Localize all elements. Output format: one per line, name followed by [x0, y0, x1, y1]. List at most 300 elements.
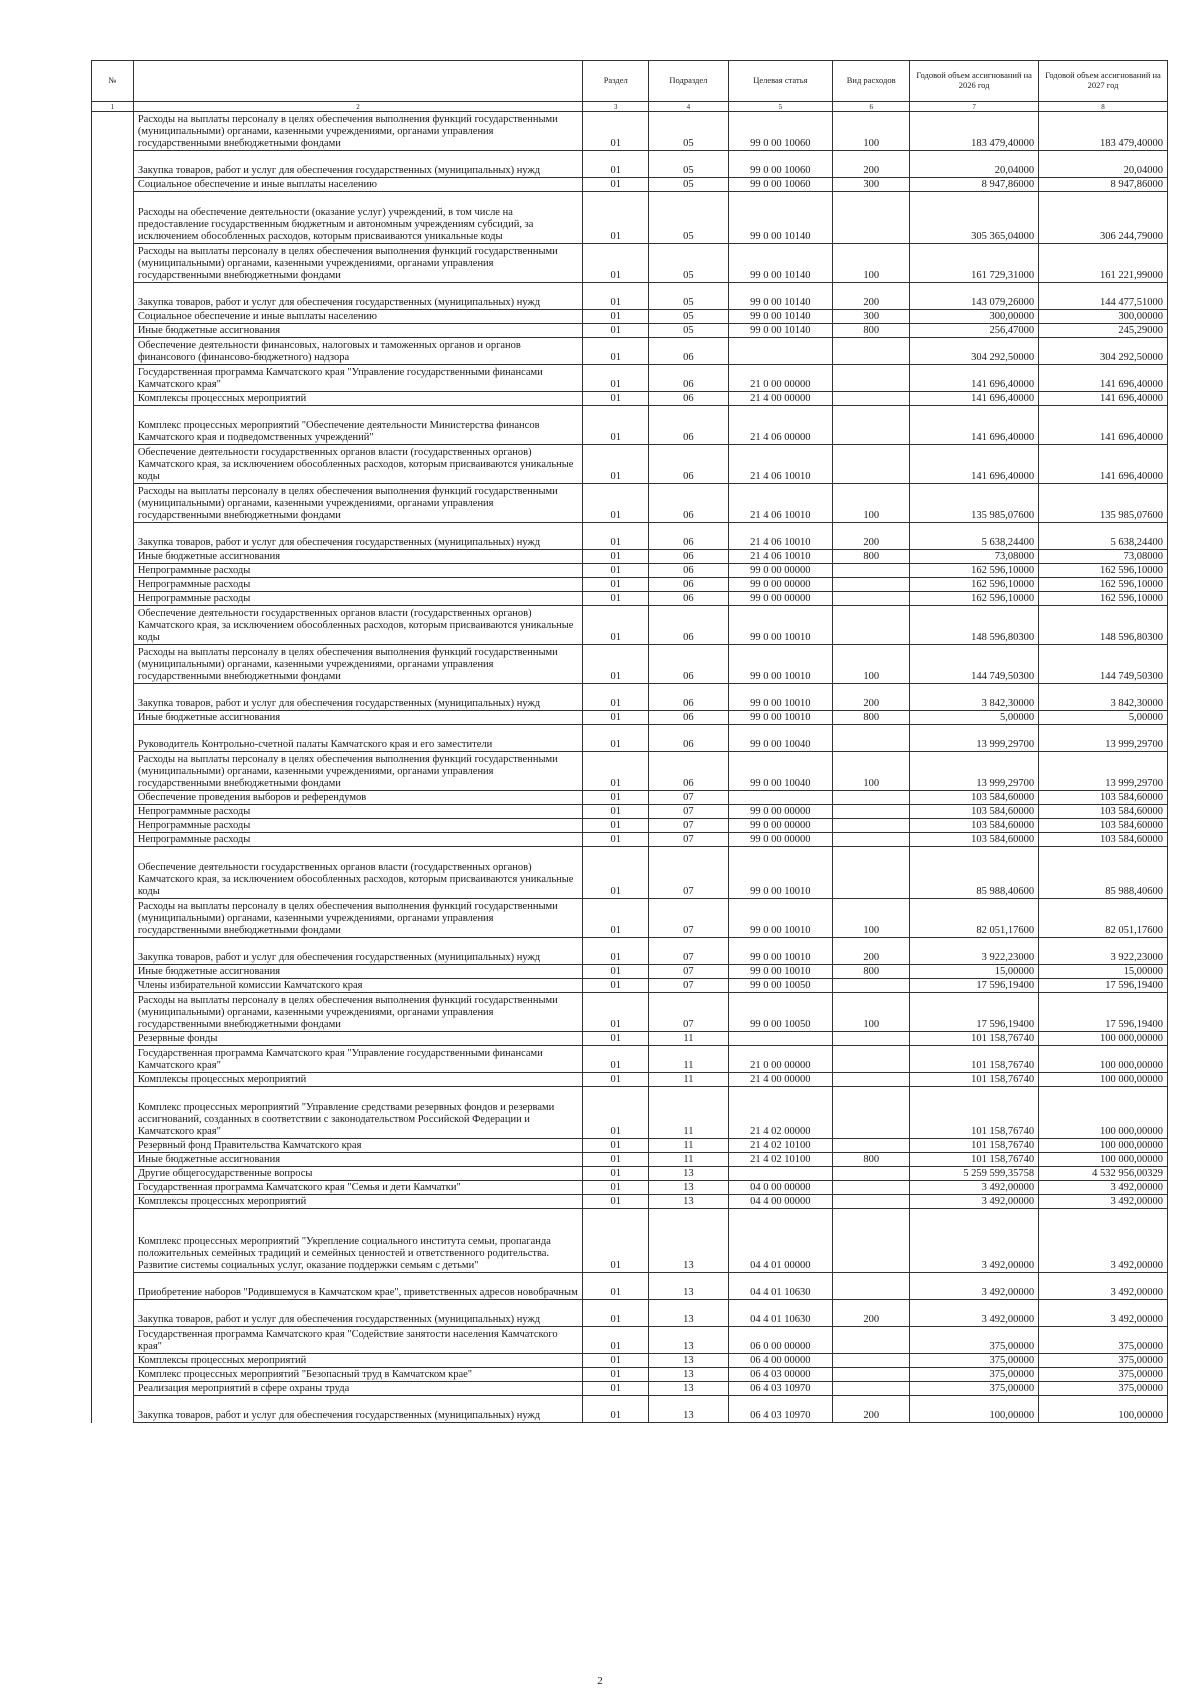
row-vol-2026-cell: 135 985,07600: [910, 484, 1039, 523]
row-exp-type-cell: [833, 1073, 910, 1087]
row-section-cell: 01: [583, 550, 649, 564]
row-name-cell: Непрограммные расходы: [133, 833, 582, 847]
row-exp-type-cell: [833, 1382, 910, 1396]
row-exp-type-cell: 100: [833, 112, 910, 151]
col-number: 4: [649, 102, 728, 112]
row-subsection-cell: 11: [649, 1139, 728, 1153]
row-section-cell: 01: [583, 392, 649, 406]
row-vol-2027-cell: 103 584,60000: [1039, 819, 1168, 833]
row-subsection-cell: 06: [649, 725, 728, 752]
col-number: 3: [583, 102, 649, 112]
row-vol-2026-cell: 143 079,26000: [910, 283, 1039, 310]
row-section-cell: 01: [583, 833, 649, 847]
row-subsection-cell: 13: [649, 1354, 728, 1368]
row-name-cell: Государственная программа Камчатского края "Содействие занятости населения Камчатского края": [133, 1327, 582, 1354]
row-exp-type-cell: 100: [833, 993, 910, 1032]
row-target-cell: 21 0 00 00000: [728, 365, 833, 392]
row-section-cell: 01: [583, 1195, 649, 1209]
row-vol-2026-cell: 101 158,76740: [910, 1087, 1039, 1139]
row-target-cell: 04 0 00 00000: [728, 1181, 833, 1195]
row-num-cell: [92, 1181, 134, 1195]
row-subsection-cell: 06: [649, 711, 728, 725]
row-exp-type-cell: 300: [833, 178, 910, 192]
row-target-cell: 06 4 03 10970: [728, 1382, 833, 1396]
row-target-cell: 06 4 03 00000: [728, 1368, 833, 1382]
row-num-cell: [92, 550, 134, 564]
page-number: 2: [597, 1675, 603, 1687]
row-name-cell: Расходы на выплаты персоналу в целях обеспечения выполнения функций государственными (муниципальными) органами, казенными учреждениями, органами управления государственными внебюджетными фондами: [133, 899, 582, 938]
row-exp-type-cell: 800: [833, 550, 910, 564]
row-name-cell: Комплексы процессных мероприятий: [133, 1195, 582, 1209]
row-target-cell: [728, 338, 833, 365]
row-section-cell: 01: [583, 1396, 649, 1423]
row-exp-type-cell: [833, 1032, 910, 1046]
row-subsection-cell: 07: [649, 993, 728, 1032]
row-target-cell: [728, 791, 833, 805]
row-target-cell: 99 0 00 10050: [728, 979, 833, 993]
row-exp-type-cell: 200: [833, 1300, 910, 1327]
row-subsection-cell: 05: [649, 283, 728, 310]
row-exp-type-cell: [833, 805, 910, 819]
col-number: 2: [133, 102, 582, 112]
row-vol-2026-cell: 300,00000: [910, 310, 1039, 324]
col-header-vol-2026: Годовой объем ассигнований на 2026 год: [910, 61, 1039, 102]
row-vol-2027-cell: 148 596,80300: [1039, 606, 1168, 645]
row-subsection-cell: 13: [649, 1382, 728, 1396]
row-vol-2026-cell: 3 842,30000: [910, 684, 1039, 711]
row-num-cell: [92, 819, 134, 833]
table-row: [92, 1087, 1168, 1139]
row-subsection-cell: 06: [649, 684, 728, 711]
row-name-cell: Комплексы процессных мероприятий: [133, 1073, 582, 1087]
row-vol-2026-cell: 101 158,76740: [910, 1046, 1039, 1073]
col-header-section: Раздел: [583, 61, 649, 102]
row-exp-type-cell: 200: [833, 684, 910, 711]
table-row: [92, 606, 1168, 645]
row-subsection-cell: 05: [649, 244, 728, 283]
row-exp-type-cell: 100: [833, 752, 910, 791]
row-name-cell: Закупка товаров, работ и услуг для обеспечения государственных (муниципальных) нужд: [133, 684, 582, 711]
row-target-cell: 06 0 00 00000: [728, 1327, 833, 1354]
row-name-cell: Расходы на выплаты персоналу в целях обеспечения выполнения функций государственными (муниципальными) органами, казенными учреждениями, органами управления государственными внебюджетными фондами: [133, 112, 582, 151]
row-vol-2027-cell: 3 492,00000: [1039, 1273, 1168, 1300]
row-vol-2026-cell: 304 292,50000: [910, 338, 1039, 365]
row-target-cell: 99 0 00 10010: [728, 899, 833, 938]
row-target-cell: 21 0 00 00000: [728, 1046, 833, 1073]
row-subsection-cell: 07: [649, 833, 728, 847]
row-target-cell: 99 0 00 00000: [728, 805, 833, 819]
row-section-cell: 01: [583, 938, 649, 965]
row-vol-2027-cell: 3 492,00000: [1039, 1209, 1168, 1273]
row-vol-2026-cell: 100,00000: [910, 1396, 1039, 1423]
row-name-cell: Иные бюджетные ассигнования: [133, 550, 582, 564]
row-num-cell: [92, 151, 134, 178]
row-name-cell: Закупка товаров, работ и услуг для обеспечения государственных (муниципальных) нужд: [133, 1300, 582, 1327]
row-vol-2027-cell: 100,00000: [1039, 1396, 1168, 1423]
row-num-cell: [92, 1139, 134, 1153]
row-num-cell: [92, 1273, 134, 1300]
col-number: 8: [1039, 102, 1168, 112]
row-vol-2027-cell: 103 584,60000: [1039, 805, 1168, 819]
row-vol-2026-cell: 375,00000: [910, 1368, 1039, 1382]
row-name-cell: Комплекс процессных мероприятий "Безопасный труд в Камчатском крае": [133, 1368, 582, 1382]
row-name-cell: Расходы на выплаты персоналу в целях обеспечения выполнения функций государственными (муниципальными) органами, казенными учреждениями, органами управления государственными внебюджетными фондами: [133, 645, 582, 684]
row-subsection-cell: 13: [649, 1368, 728, 1382]
row-section-cell: 01: [583, 899, 649, 938]
row-subsection-cell: 11: [649, 1073, 728, 1087]
row-section-cell: 01: [583, 847, 649, 899]
row-vol-2027-cell: 144 477,51000: [1039, 283, 1168, 310]
row-target-cell: 99 0 00 00000: [728, 833, 833, 847]
col-number: 5: [728, 102, 833, 112]
col-header-vol-2027: Годовой объем ассигнований на 2027 год: [1039, 61, 1168, 102]
row-target-cell: 99 0 00 10010: [728, 847, 833, 899]
row-section-cell: 01: [583, 338, 649, 365]
col-header-name: [133, 61, 582, 102]
table-row: [92, 1396, 1168, 1423]
row-vol-2027-cell: 161 221,99000: [1039, 244, 1168, 283]
row-num-cell: [92, 592, 134, 606]
row-num-cell: [92, 523, 134, 550]
row-vol-2027-cell: 100 000,00000: [1039, 1153, 1168, 1167]
row-target-cell: 99 0 00 00000: [728, 578, 833, 592]
row-subsection-cell: 05: [649, 178, 728, 192]
row-subsection-cell: 07: [649, 847, 728, 899]
row-exp-type-cell: [833, 1368, 910, 1382]
row-section-cell: 01: [583, 993, 649, 1032]
table-row: [92, 979, 1168, 993]
table-row: [92, 365, 1168, 392]
row-vol-2027-cell: 3 492,00000: [1039, 1195, 1168, 1209]
row-target-cell: 04 4 01 10630: [728, 1300, 833, 1327]
table-row: [92, 833, 1168, 847]
row-name-cell: Иные бюджетные ассигнования: [133, 711, 582, 725]
row-section-cell: 01: [583, 805, 649, 819]
row-vol-2027-cell: 100 000,00000: [1039, 1032, 1168, 1046]
row-subsection-cell: 07: [649, 965, 728, 979]
table-row: [92, 791, 1168, 805]
row-name-cell: Руководитель Контрольно-счетной палаты Камчатского края и его заместители: [133, 725, 582, 752]
row-name-cell: Социальное обеспечение и иные выплаты населению: [133, 310, 582, 324]
table-row: [92, 1153, 1168, 1167]
row-subsection-cell: 07: [649, 938, 728, 965]
table-row: [92, 1368, 1168, 1382]
table-row: [92, 310, 1168, 324]
row-section-cell: 01: [583, 725, 649, 752]
row-name-cell: Обеспечение деятельности государственных органов власти (государственных органов) Камчатского края, за исключением обособленных расходов, которым присваиваются уникальные коды: [133, 606, 582, 645]
row-subsection-cell: 05: [649, 192, 728, 244]
row-target-cell: 99 0 00 10010: [728, 684, 833, 711]
row-vol-2026-cell: 375,00000: [910, 1327, 1039, 1354]
row-name-cell: Непрограммные расходы: [133, 805, 582, 819]
row-vol-2026-cell: 13 999,29700: [910, 752, 1039, 791]
row-section-cell: 01: [583, 979, 649, 993]
row-exp-type-cell: 200: [833, 283, 910, 310]
row-subsection-cell: 13: [649, 1327, 728, 1354]
row-exp-type-cell: [833, 725, 910, 752]
row-vol-2027-cell: 375,00000: [1039, 1368, 1168, 1382]
row-section-cell: 01: [583, 445, 649, 484]
row-target-cell: 99 0 00 10140: [728, 310, 833, 324]
row-subsection-cell: 11: [649, 1032, 728, 1046]
row-name-cell: Приобретение наборов "Родившемуся в Камчатском крае", приветственных адресов новобрачным: [133, 1273, 582, 1300]
row-exp-type-cell: [833, 1209, 910, 1273]
table-row: [92, 711, 1168, 725]
row-exp-type-cell: 100: [833, 645, 910, 684]
row-section-cell: 01: [583, 192, 649, 244]
row-target-cell: 99 0 00 10040: [728, 752, 833, 791]
row-name-cell: Другие общегосударственные вопросы: [133, 1167, 582, 1181]
row-vol-2027-cell: 100 000,00000: [1039, 1073, 1168, 1087]
row-vol-2027-cell: 135 985,07600: [1039, 484, 1168, 523]
row-vol-2027-cell: 13 999,29700: [1039, 725, 1168, 752]
row-name-cell: Расходы на обеспечение деятельности (оказание услуг) учреждений, в том числе на предоставление государственным бюджетным и автономным учреждениям субсидий, за исключением обособленных расходов, которым присваиваются уникальные коды: [133, 192, 582, 244]
row-name-cell: Закупка товаров, работ и услуг для обеспечения государственных (муниципальных) нужд: [133, 938, 582, 965]
row-section-cell: 01: [583, 819, 649, 833]
row-vol-2026-cell: 162 596,10000: [910, 592, 1039, 606]
table-row: [92, 1195, 1168, 1209]
row-section-cell: 01: [583, 244, 649, 283]
row-vol-2027-cell: 304 292,50000: [1039, 338, 1168, 365]
table-row: [92, 1167, 1168, 1181]
row-num-cell: [92, 725, 134, 752]
row-name-cell: Расходы на выплаты персоналу в целях обеспечения выполнения функций государственными (муниципальными) органами, казенными учреждениями, органами управления государственными внебюджетными фондами: [133, 993, 582, 1032]
row-subsection-cell: 06: [649, 484, 728, 523]
table-row: [92, 819, 1168, 833]
row-exp-type-cell: [833, 338, 910, 365]
row-subsection-cell: 06: [649, 523, 728, 550]
row-name-cell: Комплекс процессных мероприятий "Управление средствами резервных фондов и резервами ассигнований, созданных в соответствии с законодательством Российской Федерации и Камчатского края": [133, 1087, 582, 1139]
row-num-cell: [92, 1153, 134, 1167]
row-target-cell: 99 0 00 10140: [728, 244, 833, 283]
row-num-cell: [92, 1300, 134, 1327]
row-exp-type-cell: 200: [833, 938, 910, 965]
row-subsection-cell: 06: [649, 406, 728, 445]
row-vol-2027-cell: 85 988,40600: [1039, 847, 1168, 899]
row-subsection-cell: 06: [649, 578, 728, 592]
row-subsection-cell: 06: [649, 564, 728, 578]
row-vol-2026-cell: 183 479,40000: [910, 112, 1039, 151]
row-exp-type-cell: 800: [833, 711, 910, 725]
row-vol-2026-cell: 256,47000: [910, 324, 1039, 338]
row-exp-type-cell: [833, 1181, 910, 1195]
row-vol-2026-cell: 101 158,76740: [910, 1073, 1039, 1087]
row-name-cell: Закупка товаров, работ и услуг для обеспечения государственных (муниципальных) нужд: [133, 283, 582, 310]
row-vol-2026-cell: 141 696,40000: [910, 365, 1039, 392]
table-row: [92, 324, 1168, 338]
row-subsection-cell: 11: [649, 1153, 728, 1167]
column-number-row: [92, 102, 1168, 112]
row-num-cell: [92, 645, 134, 684]
row-vol-2027-cell: 162 596,10000: [1039, 564, 1168, 578]
table-row: [92, 938, 1168, 965]
row-name-cell: Непрограммные расходы: [133, 578, 582, 592]
row-target-cell: 99 0 00 10060: [728, 112, 833, 151]
table-row: [92, 244, 1168, 283]
row-num-cell: [92, 1327, 134, 1354]
row-section-cell: 01: [583, 1382, 649, 1396]
row-num-cell: [92, 1396, 134, 1423]
row-num-cell: [92, 791, 134, 805]
row-section-cell: 01: [583, 1087, 649, 1139]
row-target-cell: 21 4 02 10100: [728, 1139, 833, 1153]
row-vol-2027-cell: 82 051,17600: [1039, 899, 1168, 938]
row-exp-type-cell: [833, 1167, 910, 1181]
row-name-cell: Иные бюджетные ассигнования: [133, 1153, 582, 1167]
table-row: [92, 847, 1168, 899]
table-row: [92, 1354, 1168, 1368]
row-num-cell: [92, 1046, 134, 1073]
table-row: [92, 523, 1168, 550]
row-subsection-cell: 07: [649, 979, 728, 993]
row-target-cell: 21 4 06 10010: [728, 523, 833, 550]
row-exp-type-cell: [833, 564, 910, 578]
col-header-target: Целевая статья: [728, 61, 833, 102]
row-vol-2026-cell: 141 696,40000: [910, 445, 1039, 484]
row-target-cell: 99 0 00 10060: [728, 151, 833, 178]
table-row: [92, 993, 1168, 1032]
row-subsection-cell: 06: [649, 752, 728, 791]
row-exp-type-cell: [833, 392, 910, 406]
row-vol-2026-cell: 101 158,76740: [910, 1153, 1039, 1167]
row-target-cell: 04 4 00 00000: [728, 1195, 833, 1209]
row-vol-2026-cell: 103 584,60000: [910, 791, 1039, 805]
table-row: [92, 338, 1168, 365]
row-vol-2027-cell: 141 696,40000: [1039, 392, 1168, 406]
row-subsection-cell: 07: [649, 791, 728, 805]
row-num-cell: [92, 338, 134, 365]
row-exp-type-cell: 300: [833, 310, 910, 324]
row-num-cell: [92, 965, 134, 979]
row-vol-2026-cell: 5 638,24400: [910, 523, 1039, 550]
table-row: [92, 1209, 1168, 1273]
row-subsection-cell: 13: [649, 1195, 728, 1209]
row-vol-2026-cell: 85 988,40600: [910, 847, 1039, 899]
row-subsection-cell: 07: [649, 805, 728, 819]
row-vol-2026-cell: 161 729,31000: [910, 244, 1039, 283]
row-exp-type-cell: 100: [833, 484, 910, 523]
row-num-cell: [92, 365, 134, 392]
row-section-cell: 01: [583, 283, 649, 310]
row-vol-2026-cell: 3 922,23000: [910, 938, 1039, 965]
table-row: [92, 1382, 1168, 1396]
row-section-cell: 01: [583, 578, 649, 592]
row-section-cell: 01: [583, 484, 649, 523]
col-number: 6: [833, 102, 910, 112]
row-vol-2027-cell: 17 596,19400: [1039, 979, 1168, 993]
row-vol-2026-cell: 375,00000: [910, 1354, 1039, 1368]
row-exp-type-cell: [833, 606, 910, 645]
row-exp-type-cell: [833, 1139, 910, 1153]
table-row: [92, 684, 1168, 711]
row-num-cell: [92, 1087, 134, 1139]
row-name-cell: Резервные фонды: [133, 1032, 582, 1046]
row-section-cell: 01: [583, 564, 649, 578]
row-name-cell: Закупка товаров, работ и услуг для обеспечения государственных (муниципальных) нужд: [133, 151, 582, 178]
row-vol-2026-cell: 103 584,60000: [910, 833, 1039, 847]
row-num-cell: [92, 899, 134, 938]
row-vol-2026-cell: 148 596,80300: [910, 606, 1039, 645]
row-num-cell: [92, 1073, 134, 1087]
row-section-cell: 01: [583, 1368, 649, 1382]
table-row: [92, 1300, 1168, 1327]
row-name-cell: Иные бюджетные ассигнования: [133, 965, 582, 979]
row-name-cell: Иные бюджетные ассигнования: [133, 324, 582, 338]
row-vol-2027-cell: 73,08000: [1039, 550, 1168, 564]
row-subsection-cell: 06: [649, 550, 728, 564]
row-exp-type-cell: 100: [833, 244, 910, 283]
row-exp-type-cell: [833, 819, 910, 833]
row-target-cell: 99 0 00 10010: [728, 711, 833, 725]
row-vol-2027-cell: 100 000,00000: [1039, 1087, 1168, 1139]
row-target-cell: 99 0 00 10010: [728, 645, 833, 684]
row-name-cell: Комплексы процессных мероприятий: [133, 392, 582, 406]
row-num-cell: [92, 1368, 134, 1382]
row-subsection-cell: 13: [649, 1167, 728, 1181]
row-target-cell: 21 4 06 10010: [728, 484, 833, 523]
row-num-cell: [92, 1209, 134, 1273]
row-exp-type-cell: 100: [833, 899, 910, 938]
row-exp-type-cell: [833, 1354, 910, 1368]
row-num-cell: [92, 938, 134, 965]
table-row: [92, 1273, 1168, 1300]
row-section-cell: 01: [583, 645, 649, 684]
row-vol-2027-cell: 245,29000: [1039, 324, 1168, 338]
row-vol-2027-cell: 306 244,79000: [1039, 192, 1168, 244]
row-target-cell: 99 0 00 00000: [728, 592, 833, 606]
row-name-cell: Обеспечение проведения выборов и референдумов: [133, 791, 582, 805]
row-vol-2027-cell: 300,00000: [1039, 310, 1168, 324]
row-section-cell: 01: [583, 1139, 649, 1153]
row-vol-2027-cell: 162 596,10000: [1039, 578, 1168, 592]
row-vol-2027-cell: 141 696,40000: [1039, 406, 1168, 445]
row-target-cell: 99 0 00 10010: [728, 965, 833, 979]
table-row: [92, 725, 1168, 752]
row-section-cell: 01: [583, 1153, 649, 1167]
row-exp-type-cell: [833, 406, 910, 445]
row-vol-2026-cell: 375,00000: [910, 1382, 1039, 1396]
row-section-cell: 01: [583, 178, 649, 192]
row-vol-2026-cell: 8 947,86000: [910, 178, 1039, 192]
row-vol-2026-cell: 20,04000: [910, 151, 1039, 178]
row-num-cell: [92, 711, 134, 725]
table-row: [92, 484, 1168, 523]
row-target-cell: 99 0 00 10050: [728, 993, 833, 1032]
table-row: [92, 550, 1168, 564]
row-vol-2027-cell: 162 596,10000: [1039, 592, 1168, 606]
row-subsection-cell: 13: [649, 1300, 728, 1327]
row-section-cell: 01: [583, 752, 649, 791]
row-target-cell: 99 0 00 10140: [728, 283, 833, 310]
row-subsection-cell: 06: [649, 645, 728, 684]
row-section-cell: 01: [583, 1327, 649, 1354]
table-row: [92, 805, 1168, 819]
row-vol-2026-cell: 17 596,19400: [910, 993, 1039, 1032]
row-num-cell: [92, 484, 134, 523]
row-vol-2027-cell: 100 000,00000: [1039, 1139, 1168, 1153]
col-number: 7: [910, 102, 1039, 112]
row-exp-type-cell: [833, 1195, 910, 1209]
table-row: [92, 578, 1168, 592]
table-row: [92, 445, 1168, 484]
row-target-cell: 99 0 00 00000: [728, 564, 833, 578]
row-subsection-cell: 13: [649, 1209, 728, 1273]
row-section-cell: 01: [583, 151, 649, 178]
row-name-cell: Реализация мероприятий в сфере охраны труда: [133, 1382, 582, 1396]
row-target-cell: 21 4 00 00000: [728, 392, 833, 406]
row-name-cell: Государственная программа Камчатского края "Семья и дети Камчатки": [133, 1181, 582, 1195]
table-row: [92, 564, 1168, 578]
